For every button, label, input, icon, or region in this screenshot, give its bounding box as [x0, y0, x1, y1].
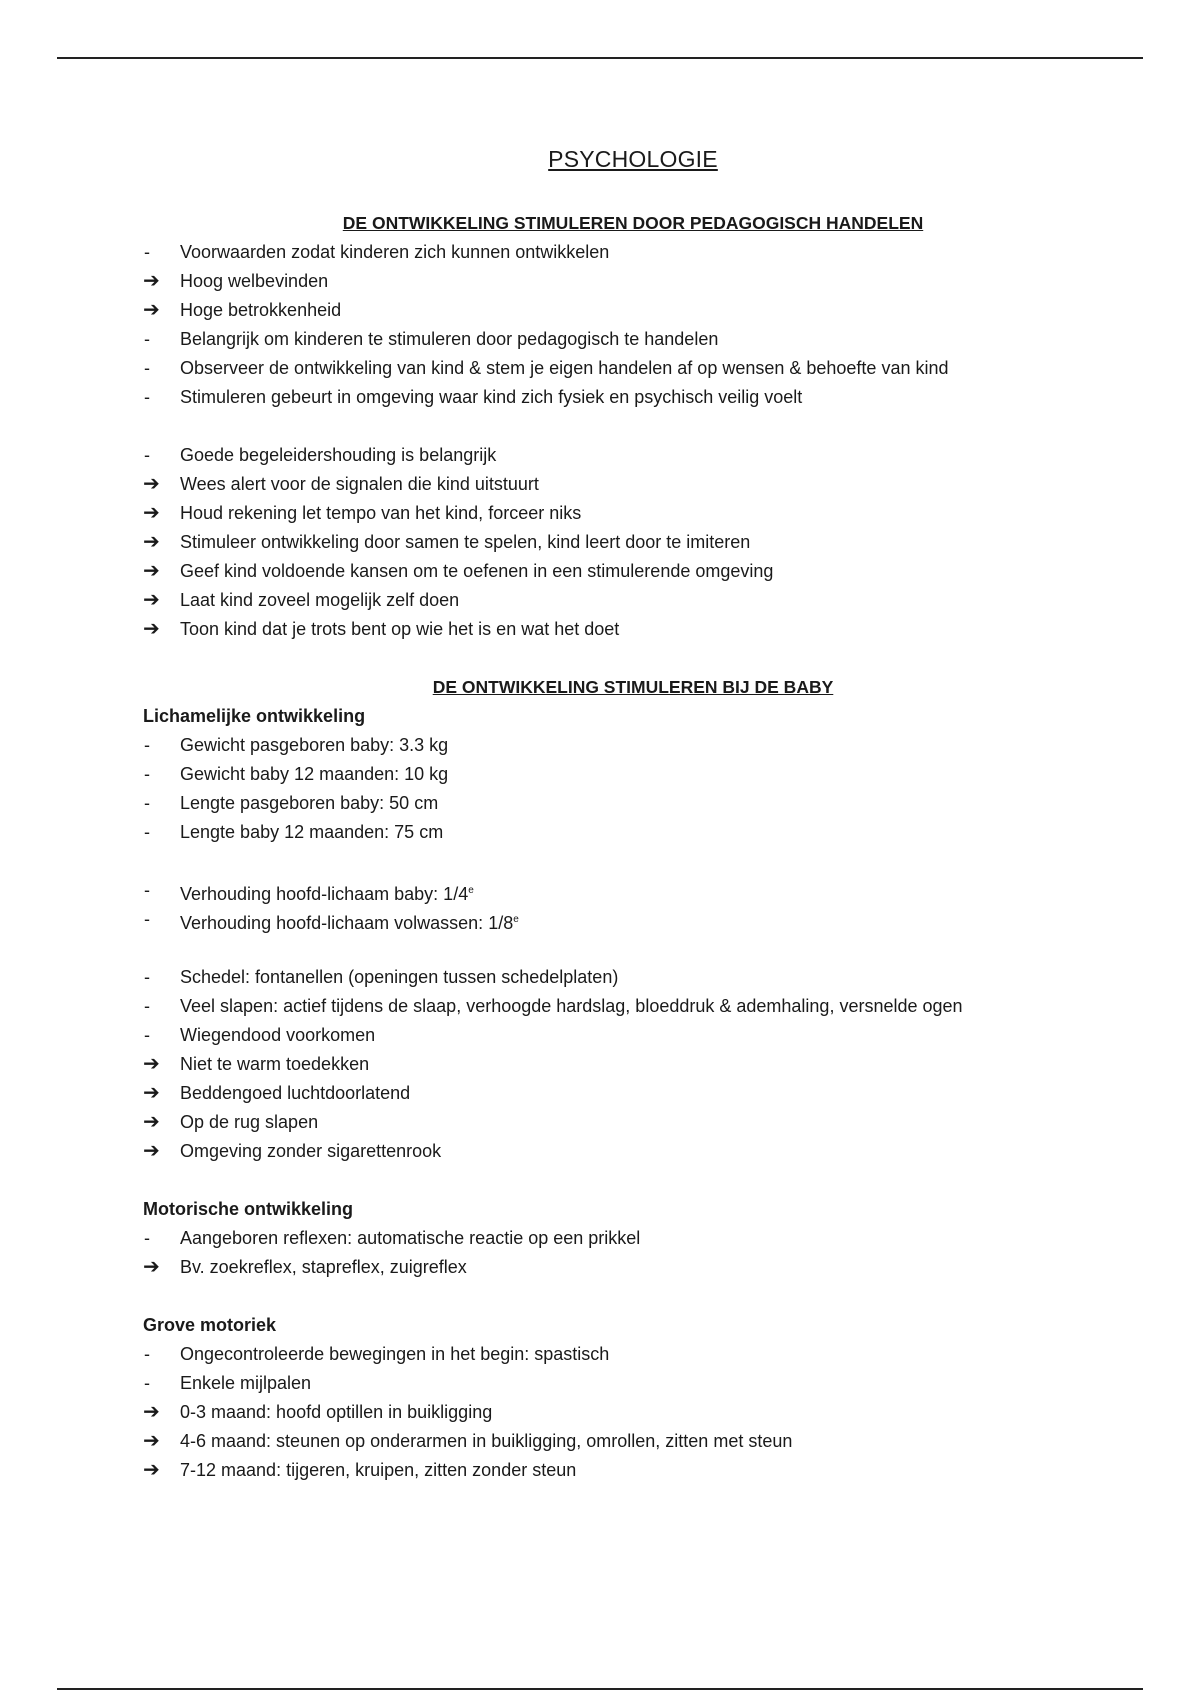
list-item-text: 4-6 maand: steunen op onderarmen in buikligging, omrollen, zitten met steun — [180, 1431, 793, 1451]
dash-bullet: - — [144, 1025, 150, 1045]
ordinal-suffix: e — [468, 885, 474, 896]
list-item — [143, 1369, 1123, 1398]
subsection-heading: Motorische ontwikkeling — [143, 1199, 354, 1219]
footer-rule — [57, 1688, 1143, 1690]
list-item — [143, 557, 1123, 586]
list-item — [143, 615, 1123, 644]
list-item-text: Laat kind zoveel mogelijk zelf doen — [180, 590, 460, 610]
arrow-bullet-icon: ➔ — [143, 473, 160, 495]
dash-bullet: - — [144, 967, 150, 987]
arrow-bullet-icon: ➔ — [143, 531, 160, 553]
arrow-bullet-icon: ➔ — [143, 1082, 160, 1104]
list-item-text: Belangrijk om kinderen te stimuleren door pedagogisch te handelen — [180, 329, 719, 349]
list-item-text: Voorwaarden zodat kinderen zich kunnen ontwikkelen — [180, 242, 610, 262]
list-item — [143, 1340, 1123, 1369]
list-item-text: Observeer de ontwikkeling van kind & stem je eigen handelen af op wensen & behoefte van kind — [180, 358, 949, 378]
paragraph-gap — [143, 412, 1123, 441]
dash-bullet: - — [144, 880, 150, 900]
list-item-text: Gewicht pasgeboren baby: 3.3 kg — [180, 735, 449, 755]
list-item — [143, 731, 1123, 760]
list-item — [143, 528, 1123, 557]
list-item-text: Omgeving zonder sigarettenrook — [180, 1141, 442, 1161]
list-item-text: Gewicht baby 12 maanden: 10 kg — [180, 764, 449, 784]
list-item-text: 0-3 maand: hoofd optillen in buikligging — [180, 1402, 493, 1422]
list-item-text: Wiegendood voorkomen — [180, 1025, 376, 1045]
list-item — [143, 760, 1123, 789]
paragraph-gap — [143, 934, 1123, 963]
arrow-bullet-icon: ➔ — [143, 1430, 160, 1452]
dash-bullet: - — [144, 1344, 150, 1364]
list-item — [143, 238, 1123, 267]
dash-bullet: - — [144, 1228, 150, 1248]
list-item — [143, 1398, 1123, 1427]
list-item — [143, 818, 1123, 847]
list-item — [143, 441, 1123, 470]
arrow-bullet-icon: ➔ — [143, 1053, 160, 1075]
list-item-text: Hoge betrokkenheid — [180, 300, 342, 320]
subsection-heading: Lichamelijke ontwikkeling — [143, 706, 366, 726]
list-item — [143, 789, 1123, 818]
paragraph-gap — [143, 847, 1123, 876]
list-item — [143, 383, 1123, 412]
dash-bullet: - — [144, 387, 150, 407]
list-item-text: Verhouding hoofd-lichaam volwassen: 1/8e — [180, 913, 519, 933]
dash-bullet: - — [144, 822, 150, 842]
header-rule — [57, 57, 1143, 59]
dash-bullet: - — [144, 735, 150, 755]
list-item-text: Stimuleren gebeurt in omgeving waar kind zich fysiek en psychisch veilig voelt — [180, 387, 803, 407]
arrow-bullet-icon: ➔ — [143, 1401, 160, 1423]
subsection-gap — [143, 1282, 1123, 1311]
list-item-text: Stimuleer ontwikkeling door samen te spelen, kind leert door te imiteren — [180, 532, 751, 552]
list-item — [143, 1021, 1123, 1050]
dash-bullet: - — [144, 445, 150, 465]
list-item — [143, 296, 1123, 325]
arrow-bullet-icon: ➔ — [143, 1256, 160, 1278]
list-item — [143, 470, 1123, 499]
list-item-text: Geef kind voldoende kansen om te oefenen in een stimulerende omgeving — [180, 561, 774, 581]
list-item-text: Bv. zoekreflex, stapreflex, zuigreflex — [180, 1257, 467, 1277]
document-body — [143, 140, 1123, 1485]
arrow-bullet-icon: ➔ — [143, 589, 160, 611]
list-item — [143, 586, 1123, 615]
list-item — [143, 905, 1123, 934]
subsection-heading: Grove motoriek — [143, 1315, 277, 1335]
list-item-text: Toon kind dat je trots bent op wie het is en wat het doet — [180, 619, 620, 639]
dash-bullet: - — [144, 242, 150, 262]
list-item-text: Ongecontroleerde bewegingen in het begin: spastisch — [180, 1344, 610, 1364]
section-heading: DE ONTWIKKELING STIMULEREN DOOR PEDAGOGISCH HANDELEN — [342, 213, 924, 233]
arrow-bullet-icon: ➔ — [143, 618, 160, 640]
dash-bullet: - — [144, 909, 150, 929]
arrow-bullet-icon: ➔ — [143, 1459, 160, 1481]
list-item-text: Aangeboren reflexen: automatische reactie op een prikkel — [180, 1228, 641, 1248]
list-item — [143, 963, 1123, 992]
list-item — [143, 325, 1123, 354]
list-item — [143, 499, 1123, 528]
list-item-text: Goede begeleidershouding is belangrijk — [180, 445, 497, 465]
list-item-text: 7-12 maand: tijgeren, kruipen, zitten zonder steun — [180, 1460, 577, 1480]
list-item — [143, 1427, 1123, 1456]
list-item-text: Op de rug slapen — [180, 1112, 319, 1132]
list-item — [143, 992, 1123, 1021]
arrow-bullet-icon: ➔ — [143, 502, 160, 524]
list-item-text: Veel slapen: actief tijdens de slaap, verhoogde hardslag, bloeddruk & ademhaling, versnelde ogen — [180, 996, 963, 1016]
list-item-text: Enkele mijlpalen — [180, 1373, 312, 1393]
list-item-text: Hoog welbevinden — [180, 271, 329, 291]
arrow-bullet-icon: ➔ — [143, 1111, 160, 1133]
list-item — [143, 354, 1123, 383]
list-item-text: Verhouding hoofd-lichaam baby: 1/4e — [180, 884, 474, 904]
document-title: PSYCHOLOGIE — [548, 146, 718, 172]
dash-bullet: - — [144, 996, 150, 1016]
list-item — [143, 1050, 1123, 1079]
dash-bullet: - — [144, 1373, 150, 1393]
list-item-text: Houd rekening let tempo van het kind, forceer niks — [180, 503, 582, 523]
list-item — [143, 1224, 1123, 1253]
list-item — [143, 1137, 1123, 1166]
list-item-text: Niet te warm toedekken — [180, 1054, 370, 1074]
list-item-text: Beddengoed luchtdoorlatend — [180, 1083, 411, 1103]
section-heading: DE ONTWIKKELING STIMULEREN BIJ DE BABY — [432, 677, 834, 697]
arrow-bullet-icon: ➔ — [143, 299, 160, 321]
list-item-text: Lengte baby 12 maanden: 75 cm — [180, 822, 444, 842]
list-item-text: Lengte pasgeboren baby: 50 cm — [180, 793, 439, 813]
list-item-text: Schedel: fontanellen (openingen tussen schedelplaten) — [180, 967, 619, 987]
list-item — [143, 1079, 1123, 1108]
ordinal-suffix: e — [513, 914, 519, 925]
dash-bullet: - — [144, 793, 150, 813]
dash-bullet: - — [144, 764, 150, 784]
subsection-gap — [143, 1166, 1123, 1195]
list-item — [143, 1108, 1123, 1137]
arrow-bullet-icon: ➔ — [143, 270, 160, 292]
arrow-bullet-icon: ➔ — [143, 1140, 160, 1162]
list-item — [143, 876, 1123, 905]
list-item — [143, 1253, 1123, 1282]
arrow-bullet-icon: ➔ — [143, 560, 160, 582]
list-item-text: Wees alert voor de signalen die kind uitstuurt — [180, 474, 539, 494]
section-gap — [143, 644, 1123, 673]
list-item — [143, 267, 1123, 296]
dash-bullet: - — [144, 329, 150, 349]
document-sections — [143, 209, 1123, 1485]
dash-bullet: - — [144, 358, 150, 378]
list-item — [143, 1456, 1123, 1485]
